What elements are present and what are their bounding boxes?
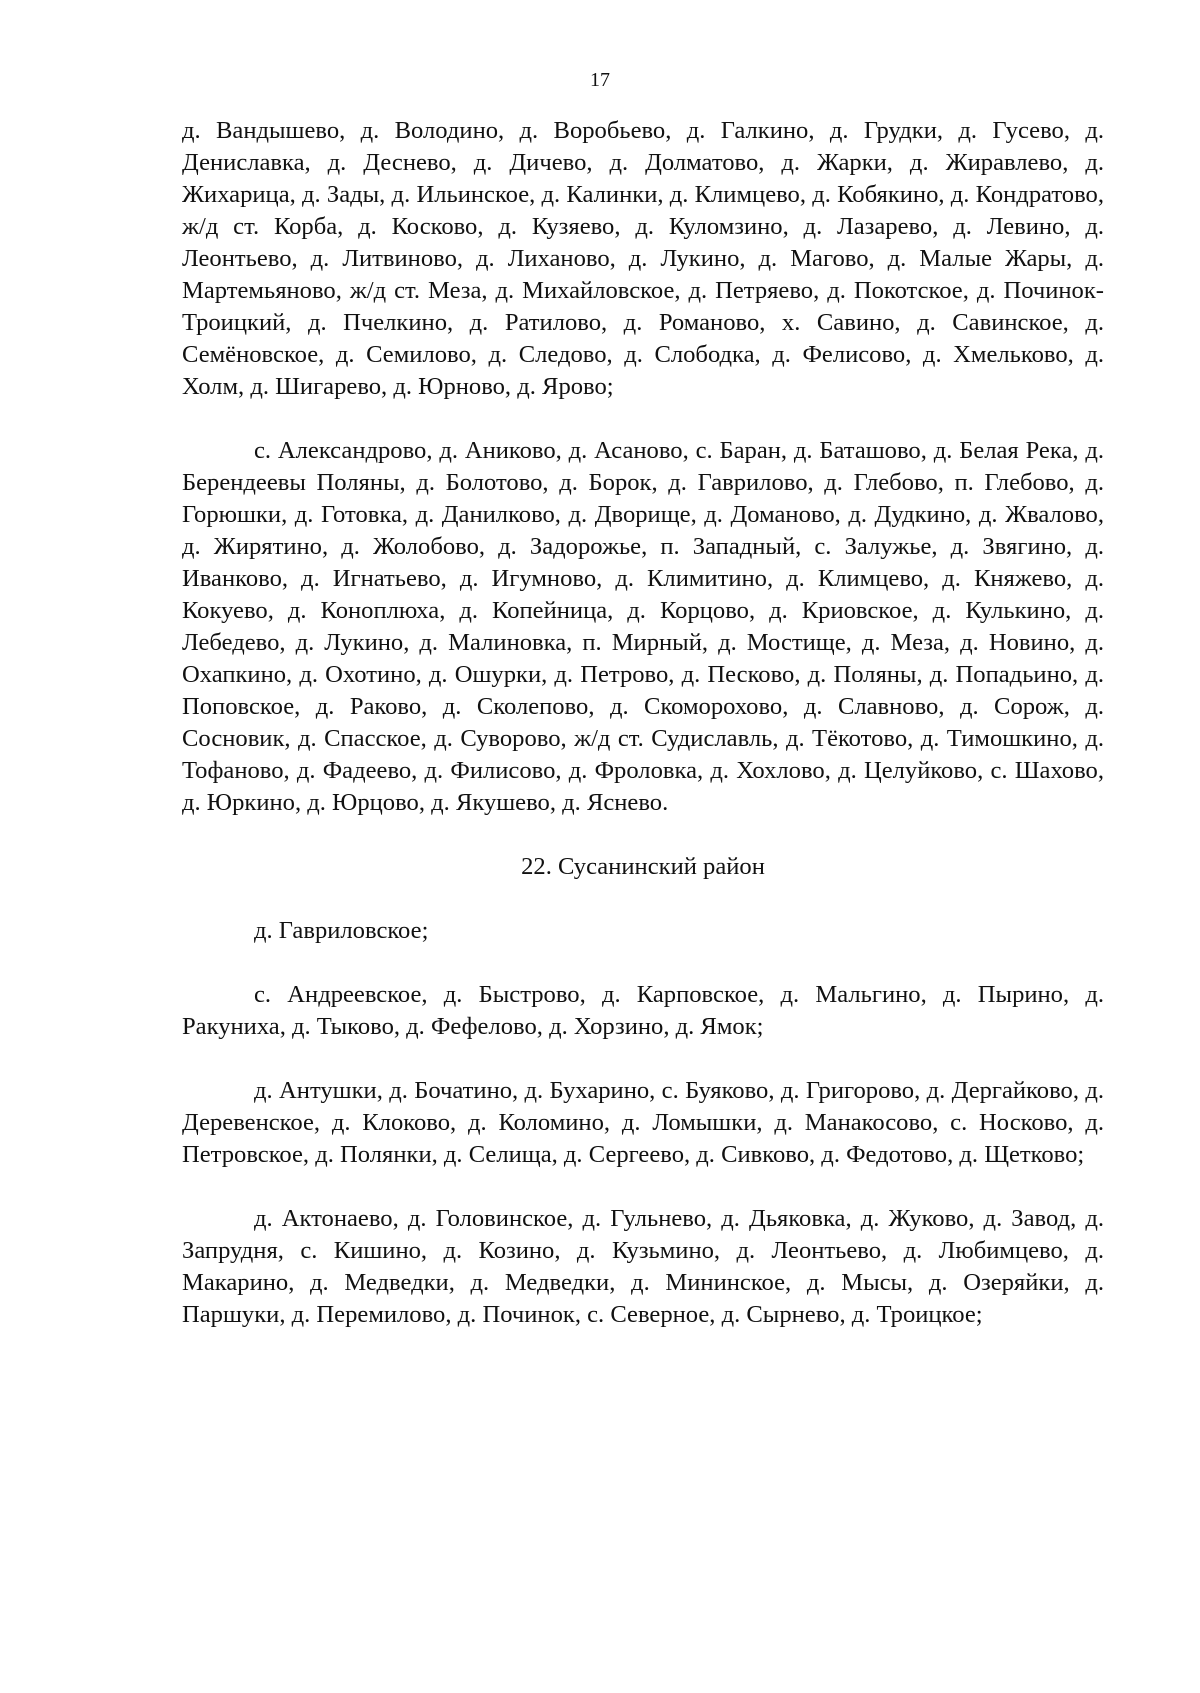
- paragraph-gavrilovskoe: д. Гавриловское;: [254, 917, 429, 944]
- paragraph-villages-continued: д. Вандышево, д. Володино, д. Воробьево, д. Галкино, д. Грудки, д. Гусево, д. Денислaвка, д. Деснево, д. Дичево, д. Долматово, д. Жарки, д. Жиравлево, д. Жихарица, д. Зады, д. Ильинское, д. Калинки, д. Климцево, д. Кобякино, д. Кондратово, ж/д ст. Корба, д. Косково, д. Кузяево, д. Куломзино, д. Лазарево, д. Левино, д. Леонтьево, д. Литвиново, д. Лиханово, д. Лукино, д. Магово, д. Малые Жары, д. Мартемьяново, ж/д ст. Меза, д. Михайловское, д. Петряево, д. Покотское, д. Починок-Троицкий, д. Пчелкино, д. Ратилово, д. Романово, х. Савино, д. Савинское, д. Семёновское, д. Семилово, д. Следово, д. Слободка, д. Фелисово, д. Хмельково, д. Холм, д. Шигарево, д. Юрново, д. Ярово;: [182, 117, 1104, 400]
- page-number: 17: [590, 69, 610, 91]
- paragraph-antushki-group: д. Антушки, д. Бочатино, д. Бухарино, с. Буяково, д. Григорово, д. Дергайково, д. Деревенское, д. Клоково, д. Коломино, д. Ломышки, д. Манакосово, с. Носково, д. Петровское, д. Полянки, д. Селища, д. Сергеево, д. Сивково, д. Федотово, д. Щетково;: [182, 1077, 1104, 1168]
- paragraph-aktonaevo-group: д. Актонаево, д. Головинское, д. Гульнево, д. Дьяковка, д. Жуково, д. Завод, д. Запрудня, с. Кишино, д. Козино, д. Кузьмино, д. Леонтьево, д. Любимцево, д. Макарино, д. Медведки, д. Медведки, д. Мининское, д. Мысы, д. Озеряйки, д. Паршуки, д. Перемилово, д. Починок, с. Северное, д. Сырнево, д. Троицкое;: [182, 1205, 1104, 1328]
- paragraph-villages-list: с. Александрово, д. Аниково, д. Асаново, с. Баран, д. Баташово, д. Белая Река, д. Берендеевы Поляны, д. Болотово, д. Борок, д. Гаврилово, д. Глебово, п. Глебово, д. Горюшки, д. Готовка, д. Данилково, д. Дворище, д. Доманово, д. Дудкино, д. Жвалово, д. Жирятино, д. Жолобово, д. Задорожье, п. Западный, с. Залужье, д. Звягино, д. Иванково, д. Игнатьево, д. Игумново, д. Климитино, д. Климцево, д. Княжево, д. Кокуево, д. Коноплюха, д. Копейница, д. Корцово, д. Криовское, д. Кулькино, д. Лебедево, д. Лукино, д. Малиновка, п. Мирный, д. Мостище, д. Меза, д. Новино, д. Охапкино, д. Охотино, д. Ошурки, д. Петрово, д. Песково, д. Поляны, д. Попадьино, д. Поповское, д. Раково, д. Сколепово, д. Скоморохово, д. Славново, д. Сорож, д. Сосновик, д. Спасское, д. Суворово, ж/д ст. Судиславль, д. Тёкотово, д. Тимошкино, д. Тофаново, д. Фадеево, д. Филисово, д. Фроловка, д. Хохлово, д. Целуйково, с. Шахово, д. Юркино, д. Юрцово, д. Якушево, д. Яснево.: [182, 437, 1104, 816]
- document-body: [182, 115, 1104, 1331]
- section-heading: 22. Сусанинский район: [521, 853, 765, 880]
- paragraph-andreevskoe-group: с. Андреевское, д. Быстрово, д. Карповское, д. Мальгино, д. Пырино, д. Ракуниха, д. Тыково, д. Фефелово, д. Хорзино, д. Ямок;: [182, 981, 1104, 1040]
